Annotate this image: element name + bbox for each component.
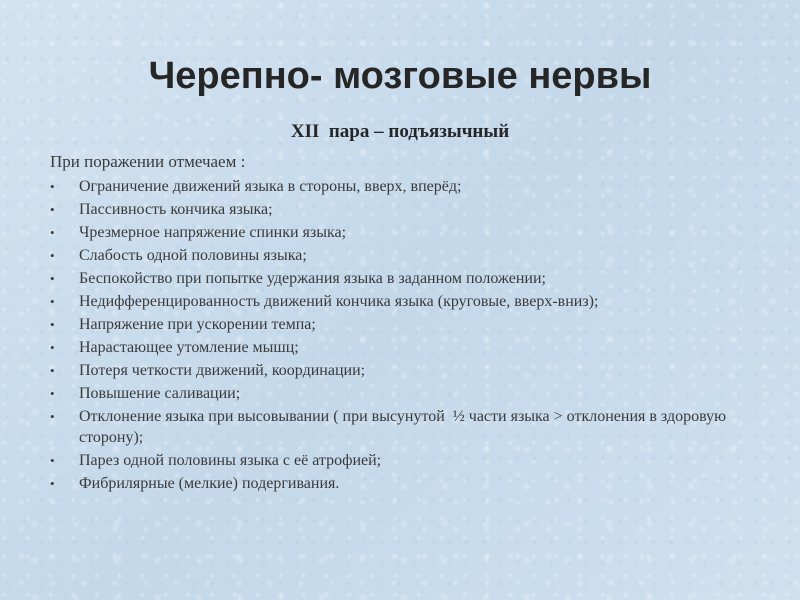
bullet-icon: • bbox=[50, 409, 55, 424]
list-item bbox=[50, 360, 770, 381]
list-item bbox=[50, 222, 770, 243]
symptom-list bbox=[50, 176, 770, 496]
list-item bbox=[50, 245, 770, 266]
list-item-text: Ограничение движений языка в стороны, вверх, вперёд; bbox=[79, 178, 462, 195]
list-item bbox=[50, 406, 770, 448]
list-item bbox=[50, 450, 770, 471]
list-item-text: Потеря четкости движений, координации; bbox=[79, 362, 366, 379]
list-item bbox=[50, 176, 770, 197]
list-item bbox=[50, 473, 770, 494]
list-item-text: Повышение саливации; bbox=[79, 385, 241, 402]
list-item-text: Беспокойство при попытке удержания языка в заданном положении; bbox=[79, 270, 546, 287]
bullet-icon: • bbox=[50, 453, 55, 468]
list-item bbox=[50, 268, 770, 289]
bullet-icon: • bbox=[50, 271, 55, 286]
list-item bbox=[50, 199, 770, 220]
slide-title: Черепно- мозговые нервы bbox=[148, 55, 652, 97]
bullet-icon: • bbox=[50, 386, 55, 401]
bullet-icon: • bbox=[50, 363, 55, 378]
bullet-icon: • bbox=[50, 179, 55, 194]
list-item bbox=[50, 314, 770, 335]
bullet-icon: • bbox=[50, 202, 55, 217]
list-item-text: Чрезмерное напряжение спинки языка; bbox=[79, 224, 347, 241]
bullet-icon: • bbox=[50, 340, 55, 355]
list-item bbox=[50, 383, 770, 404]
slide-subtitle: XII пара – подъязычный bbox=[290, 121, 510, 142]
list-item-text: Напряжение при ускорении темпа; bbox=[79, 316, 316, 333]
bullet-icon: • bbox=[50, 476, 55, 491]
bullet-icon: • bbox=[50, 294, 55, 309]
list-item-text: Отклонение языка при высовывании ( при высунутой ½ части языка > отклонения в здоровую сторону); bbox=[79, 408, 731, 446]
list-item-text: Нарастающее утомление мышц; bbox=[79, 339, 299, 356]
list-item-text: Недифференцированность движений кончика языка (круговые, вверх-вниз); bbox=[79, 293, 599, 310]
list-item-text: Фибрилярные (мелкие) подергивания. bbox=[79, 475, 340, 492]
list-item bbox=[50, 337, 770, 358]
bullet-icon: • bbox=[50, 225, 55, 240]
bullet-icon: • bbox=[50, 248, 55, 263]
list-item bbox=[50, 291, 770, 312]
list-item-text: Пассивность кончика языка; bbox=[79, 201, 273, 218]
list-item-text: Слабость одной половины языка; bbox=[79, 247, 307, 264]
intro-text: При поражении отмечаем : bbox=[50, 152, 246, 171]
bullet-icon: • bbox=[50, 317, 55, 332]
list-item-text: Парез одной половины языка с её атрофией; bbox=[79, 452, 382, 469]
